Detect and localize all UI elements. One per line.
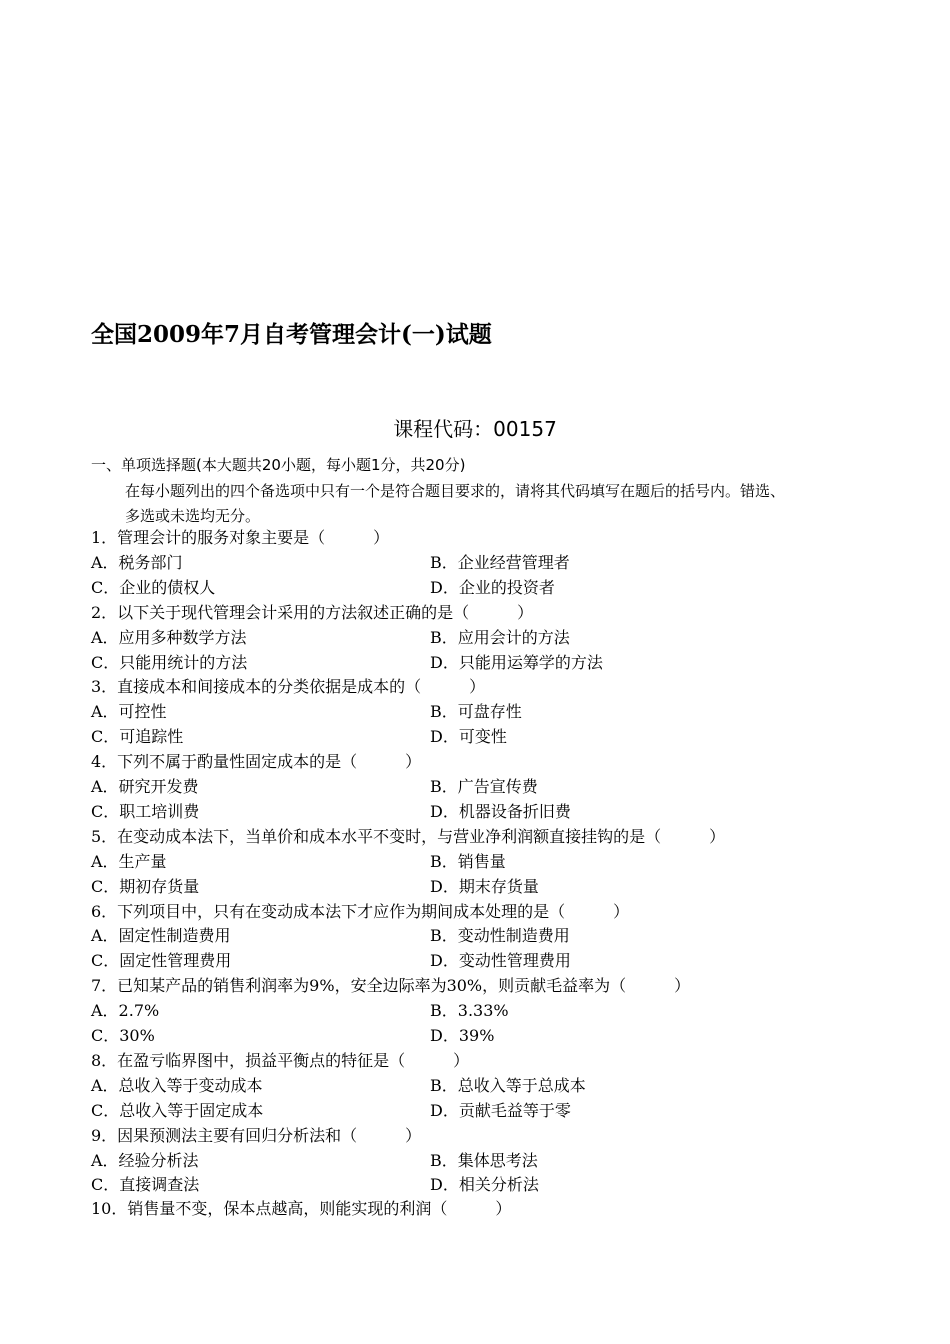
option-b: B．应用会计的方法 [430,628,570,647]
option-row [91,1099,851,1123]
option-a: A．2.7% [91,1001,160,1020]
option-d: D．贡献毛益等于零 [430,1101,571,1120]
question-stem: 7．已知某产品的销售利润率为9%，安全边际率为30%，则贡献毛益率为（ ） [91,976,691,995]
question-stem: 1．管理会计的服务对象主要是（ ） [91,528,390,547]
option-row [91,1024,851,1048]
question-stem: 4．下列不属于酌量性固定成本的是（ ） [91,752,422,771]
question-stem: 5．在变动成本法下，当单价和成本水平不变时，与营业净利润额直接挂钩的是（ ） [91,827,726,846]
option-a: A．经验分析法 [91,1151,199,1170]
option-row [91,700,851,724]
option-d: D．变动性管理费用 [430,951,571,970]
option-b: B．集体思考法 [430,1151,538,1170]
course-code: 课程代码：00157 [393,417,557,441]
option-a: A．可控性 [91,702,167,721]
option-b: B．总收入等于总成本 [430,1076,586,1095]
option-row [91,999,851,1023]
option-d: D．可变性 [430,727,507,746]
question-stem: 10．销售量不变，保本点越高，则能实现的利润（ ） [91,1199,512,1218]
option-b: B．企业经营管理者 [430,553,570,572]
exam-title: 全国2009年7月自考管理会计(一)试题 [91,321,492,348]
question-stem: 3．直接成本和间接成本的分类依据是成本的（ ） [91,677,486,696]
option-b: B．可盘存性 [430,702,522,721]
option-row [91,850,851,874]
question-stem: 2．以下关于现代管理会计采用的方法叙述正确的是（ ） [91,603,534,622]
option-row [91,626,851,650]
option-c: C．职工培训费 [91,802,200,821]
option-row [91,949,851,973]
option-d: D．期末存货量 [430,877,539,896]
option-d: D．机器设备折旧费 [430,802,571,821]
option-c: C．企业的债权人 [91,578,216,597]
option-row [91,1173,851,1197]
question-stem: 6．下列项目中，只有在变动成本法下才应作为期间成本处理的是（ ） [91,902,630,921]
option-a: A．总收入等于变动成本 [91,1076,263,1095]
option-row [91,800,851,824]
option-row [91,551,851,575]
section-heading: 一、单项选择题(本大题共20小题，每小题1分，共20分) [91,456,466,474]
option-a: A．生产量 [91,852,167,871]
option-c: C．可追踪性 [91,727,184,746]
option-a: A．固定性制造费用 [91,926,231,945]
question-stem: 8．在盈亏临界图中，损益平衡点的特征是（ ） [91,1051,470,1070]
option-b: B．变动性制造费用 [430,926,570,945]
option-row [91,775,851,799]
option-c: C．固定性管理费用 [91,951,232,970]
option-d: D．企业的投资者 [430,578,555,597]
option-b: B．3.33% [430,1001,509,1020]
option-row [91,1074,851,1098]
option-row [91,875,851,899]
option-b: B．广告宣传费 [430,777,538,796]
option-row [91,1149,851,1173]
option-c: C．直接调查法 [91,1175,200,1194]
option-d: D．只能用运筹学的方法 [430,653,603,672]
option-c: C．总收入等于固定成本 [91,1101,264,1120]
option-row [91,725,851,749]
option-d: D．相关分析法 [430,1175,539,1194]
option-c: C．期初存货量 [91,877,200,896]
option-row [91,576,851,600]
option-a: A．研究开发费 [91,777,199,796]
option-b: B．销售量 [430,852,506,871]
section-instruction-line1: 在每小题列出的四个备选项中只有一个是符合题目要求的，请将其代码填写在题后的括号内。错选、 [125,482,786,500]
option-row [91,924,851,948]
question-stem: 9．因果预测法主要有回归分析法和（ ） [91,1126,422,1145]
option-a: A．税务部门 [91,553,183,572]
section-instruction-line2: 多选或未选均无分。 [125,507,261,525]
option-d: D．39% [430,1026,495,1045]
option-row [91,651,851,675]
option-a: A．应用多种数学方法 [91,628,247,647]
option-c: C．30% [91,1026,155,1045]
option-c: C．只能用统计的方法 [91,653,248,672]
